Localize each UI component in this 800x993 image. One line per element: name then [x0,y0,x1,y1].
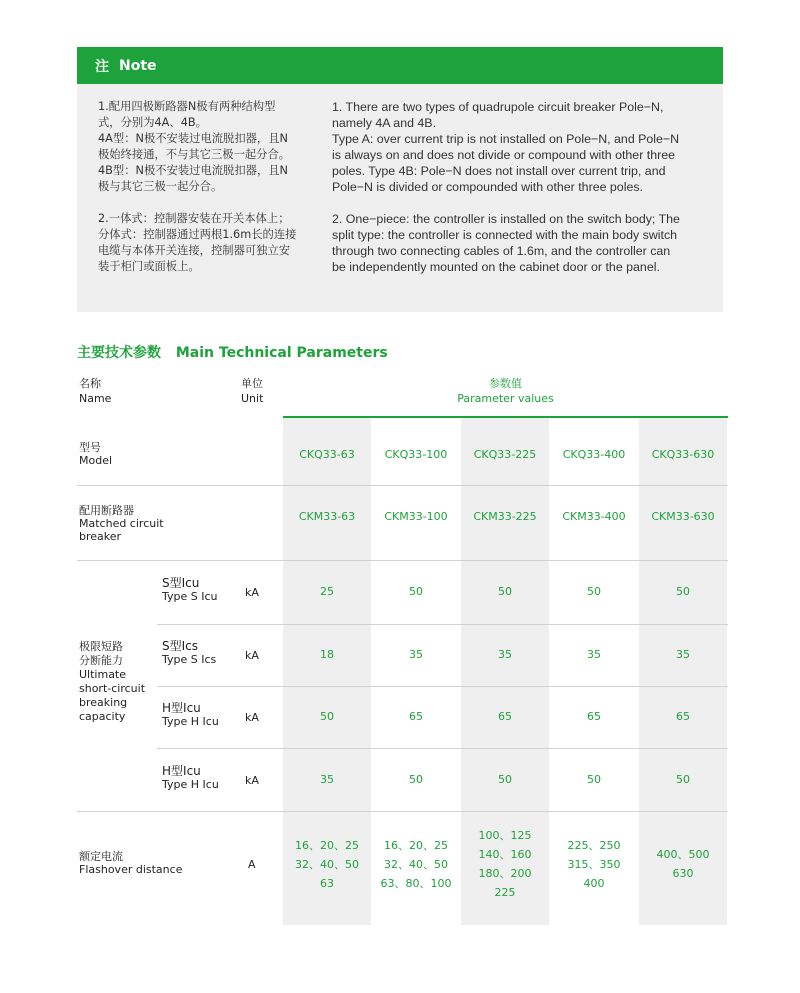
capacity-sub-zh: S型Ics [162,639,199,653]
note-line: 分体式：控制器通过两根1.6m长的连接 [98,228,297,241]
section-title-zh: 主要技术参数 [77,345,161,361]
row-divider [77,485,728,486]
current-value-cell [461,826,549,902]
current-value-cell [639,845,727,883]
current-value-line: 16、20、25 [295,838,359,852]
row-label-current [79,850,182,876]
capacity-zh-2: 分断能力 [79,654,123,667]
note-title-en: Note [119,57,157,74]
row-label-capacity [79,640,145,724]
capacity-value: 50 [498,773,512,786]
current-value-cell [372,836,460,893]
current-value-line: 32、40、50 [295,857,359,871]
capacity-unit: kA [245,711,259,724]
note-text-zh [98,99,324,275]
breaker-en-2: breaker [79,530,122,543]
capacity-en-3: breaking [79,696,128,709]
capacity-value: 50 [409,773,423,786]
model-value: CKQ33-63 [299,448,355,461]
breaker-value: CKM33-630 [651,510,715,523]
note-line: poles. Type 4B: Pole−N does not install over current trip, and [332,164,666,178]
note-line: 电缆与本体开关连接，控制器可独立安 [98,244,291,257]
row-label-breaker [79,504,164,543]
capacity-sub-en: Type H Icu [162,715,219,728]
section-title [77,342,388,362]
capacity-sub-en: Type H Icu [162,778,219,791]
breaker-value: CKM33-400 [562,510,626,523]
current-value-line: 315、350 [567,857,621,871]
current-value-cell [283,836,371,893]
model-value: CKQ33-630 [651,448,715,461]
note-line: 1. There are two types of quadrupole circuit breaker Pole−N, [332,100,664,114]
capacity-value: 50 [409,585,423,598]
capacity-sub-label [162,764,219,792]
capacity-sub-zh: H型Icu [162,701,201,715]
row-divider [157,624,728,625]
row-divider [157,748,728,749]
breaker-value: CKM33-63 [298,510,356,523]
note-text-en [332,99,712,275]
current-value-line: 400、500 [656,848,710,861]
header-divider [283,416,728,418]
note-line: Type A: over current trip is not installed on Pole−N, and Pole−N [332,132,680,146]
header-values-zh: 参数值 [489,377,522,390]
capacity-zh-1: 极限短路 [79,640,123,653]
current-value-cell [550,836,638,893]
current-value-line: 16、20、25 [384,838,448,852]
note-line: 极与其它三极一起分合。 [98,180,223,193]
capacity-value: 65 [498,710,512,723]
current-zh: 额定电流 [79,850,123,863]
note-panel [77,47,723,312]
capacity-unit: kA [245,586,259,599]
capacity-sub-zh: H型Icu [162,764,201,778]
capacity-sub-en: Type S Icu [162,590,218,603]
note-line: 1.配用四极断路器N极有两种结构型 [98,100,276,113]
note-line: 式，分别为4A、4B。 [98,116,207,129]
capacity-en-1: Ultimate [79,668,127,681]
note-line: 4A型：N极不安装过电流脱扣器，且N [98,132,288,145]
capacity-value: 50 [320,710,334,723]
capacity-en-4: capacity [79,710,126,723]
capacity-value: 65 [676,710,690,723]
capacity-value: 65 [587,710,601,723]
note-line: namely 4A and 4B. [332,116,437,130]
capacity-sub-zh: S型Icu [162,576,200,590]
capacity-sub-label [162,576,218,604]
current-value-line: 100、125 [478,829,532,842]
capacity-sub-label [162,639,216,667]
row-divider [77,560,728,561]
note-line: is always on and does not divide or compound with other three [332,148,676,162]
header-name-en: Name [79,392,112,405]
capacity-value: 35 [320,773,334,786]
capacity-value: 50 [587,773,601,786]
note-line: split type: the controller is connected with the main body switch [332,228,678,242]
current-value-line: 140、160 [478,848,532,861]
capacity-unit: kA [245,649,259,662]
current-unit: A [248,858,256,871]
row-divider [77,811,728,812]
capacity-en-2: short-circuit [79,682,146,695]
header-unit-zh: 单位 [241,377,263,390]
note-line: 2.一体式：控制器安装在开关本体上； [98,212,290,225]
note-line: 2. One−piece: the controller is installed on the switch body; The [332,212,680,226]
capacity-value: 50 [498,585,512,598]
current-value-line: 630 [672,867,694,880]
current-en: Flashover distance [79,863,183,876]
model-zh: 型号 [79,441,101,454]
row-label-model [79,441,112,467]
note-line: through two connecting cables of 1.6m, and the controller can [332,244,671,258]
note-line: 4B型：N极不安装过电流脱扣器，且N [98,164,288,177]
note-header [77,47,723,84]
current-value-line: 400 [583,876,605,890]
capacity-value: 35 [676,648,690,661]
note-gap [98,195,324,211]
current-value-line: 63、80、100 [380,876,452,890]
capacity-value: 35 [409,648,423,661]
note-line: 极始终接通，不与其它三极一起分合。 [98,148,291,161]
breaker-value: CKM33-100 [384,510,448,523]
note-title-zh: 注 [95,58,109,75]
current-value-line: 180、200 [478,867,532,880]
current-value-line: 63 [320,876,334,890]
capacity-value: 50 [676,773,690,786]
capacity-value: 18 [320,648,334,661]
breaker-value: CKM33-225 [473,510,537,523]
capacity-sub-en: Type S Ics [162,653,217,666]
header-values-en: Parameter values [457,392,554,405]
capacity-value: 65 [409,710,423,723]
current-value-line: 225 [494,886,516,899]
model-value: CKQ33-400 [562,448,626,461]
header-unit-en: Unit [241,392,264,405]
header-name-zh: 名称 [79,377,101,390]
capacity-value: 50 [587,585,601,598]
model-value: CKQ33-225 [473,448,537,461]
note-line: Pole−N is divided or compounded with other three poles. [332,180,643,194]
header-values [283,376,728,406]
capacity-sub-label [162,701,219,729]
capacity-value: 35 [587,648,601,661]
capacity-unit: kA [245,774,259,787]
capacity-value: 35 [498,648,512,661]
model-value: CKQ33-100 [384,448,448,461]
note-line: be independently mounted on the cabinet door or the panel. [332,260,660,274]
note-gap [332,195,712,211]
current-value-line: 32、40、50 [384,857,448,871]
model-en: Model [79,454,113,467]
row-divider [157,686,728,687]
current-value-line: 225、250 [567,838,621,852]
section-title-en: Main Technical Parameters [175,345,388,361]
breaker-zh: 配用断路器 [79,504,134,517]
breaker-en-1: Matched circuit [79,517,164,530]
note-line: 装于柜门或面板上。 [98,260,200,273]
capacity-value: 50 [676,585,690,598]
header-unit [241,376,263,406]
header-name [79,376,111,406]
capacity-value: 25 [320,585,334,598]
